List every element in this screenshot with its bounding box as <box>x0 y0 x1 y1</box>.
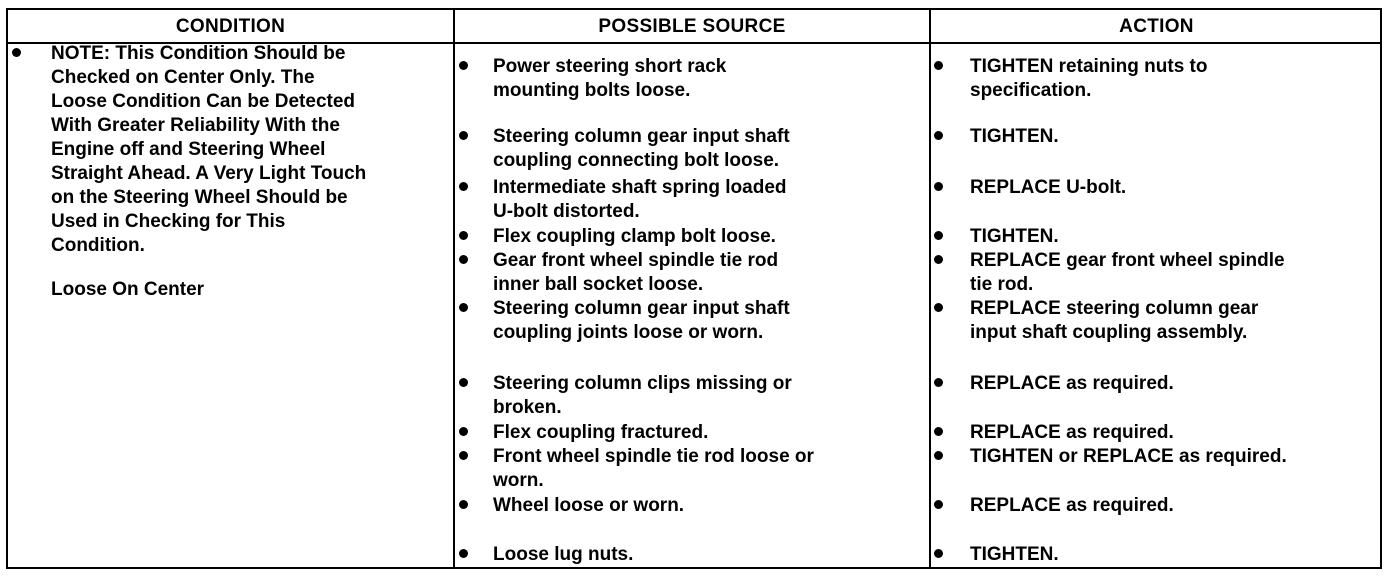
bullet-icon <box>459 500 468 509</box>
bullet-icon <box>934 378 943 387</box>
action-text: TIGHTEN retaining nuts to specification. <box>970 56 1208 101</box>
bullet-icon <box>459 427 468 436</box>
bullet-icon <box>934 131 943 140</box>
action-text: REPLACE as required. <box>970 495 1174 516</box>
bullet-icon <box>459 549 468 558</box>
header-action: ACTION <box>1119 16 1194 37</box>
action-text: REPLACE as required. <box>970 422 1174 443</box>
source-text: Wheel loose or worn. <box>493 495 685 516</box>
source-text: Intermediate shaft spring loaded U-bolt distorted. <box>493 177 787 222</box>
bullet-icon <box>934 303 943 312</box>
condition-note: NOTE: This Condition Should be Checked on Center Only. The Loose Condition Can be Detected With Greater Reliability With the Engine off and Steering Wheel Straight Ahead. A Very Light Touch on the Steering Wheel Should be Used in Checking for This Condition. <box>51 43 367 256</box>
bullet-icon <box>934 500 943 509</box>
bullet-icon <box>459 378 468 387</box>
bullet-icon <box>934 182 943 191</box>
source-text: Power steering short rack mounting bolts loose. <box>493 56 727 101</box>
bullet-icon <box>459 182 468 191</box>
bullet-icon <box>934 427 943 436</box>
action-text: TIGHTEN. <box>970 126 1059 147</box>
action-text: REPLACE steering column gear input shaft coupling assembly. <box>970 298 1259 343</box>
bullet-icon <box>459 451 468 460</box>
action-text: TIGHTEN or REPLACE as required. <box>970 446 1287 467</box>
source-text: Steering column gear input shaft coupling joints loose or worn. <box>493 298 790 343</box>
bullet-icon <box>459 61 468 70</box>
action-text: TIGHTEN. <box>970 544 1059 565</box>
source-text: Loose lug nuts. <box>493 544 634 565</box>
bullet-icon <box>12 48 21 57</box>
column-divider <box>453 10 455 567</box>
condition-label: Loose On Center <box>51 279 205 300</box>
column-divider <box>929 10 931 567</box>
bullet-icon <box>459 303 468 312</box>
bullet-icon <box>459 231 468 240</box>
bullet-icon <box>934 231 943 240</box>
header-possible-source: POSSIBLE SOURCE <box>598 16 786 37</box>
bullet-icon <box>934 61 943 70</box>
header-condition: CONDITION <box>175 16 286 37</box>
bullet-icon <box>934 451 943 460</box>
source-text: Flex coupling clamp bolt loose. <box>493 226 776 247</box>
bullet-icon <box>934 549 943 558</box>
bullet-icon <box>459 255 468 264</box>
source-text: Steering column clips missing or broken. <box>493 373 792 418</box>
action-text: REPLACE as required. <box>970 373 1174 394</box>
source-text: Flex coupling fractured. <box>493 422 709 443</box>
action-text: REPLACE gear front wheel spindle tie rod. <box>970 250 1285 295</box>
source-text: Gear front wheel spindle tie rod inner ball socket loose. <box>493 250 779 295</box>
source-text: Front wheel spindle tie rod loose or worn. <box>493 446 814 491</box>
bullet-icon <box>934 255 943 264</box>
source-text: Steering column gear input shaft coupling connecting bolt loose. <box>493 126 790 171</box>
bullet-icon <box>459 131 468 140</box>
action-text: REPLACE U-bolt. <box>970 177 1127 198</box>
action-text: TIGHTEN. <box>970 226 1059 247</box>
